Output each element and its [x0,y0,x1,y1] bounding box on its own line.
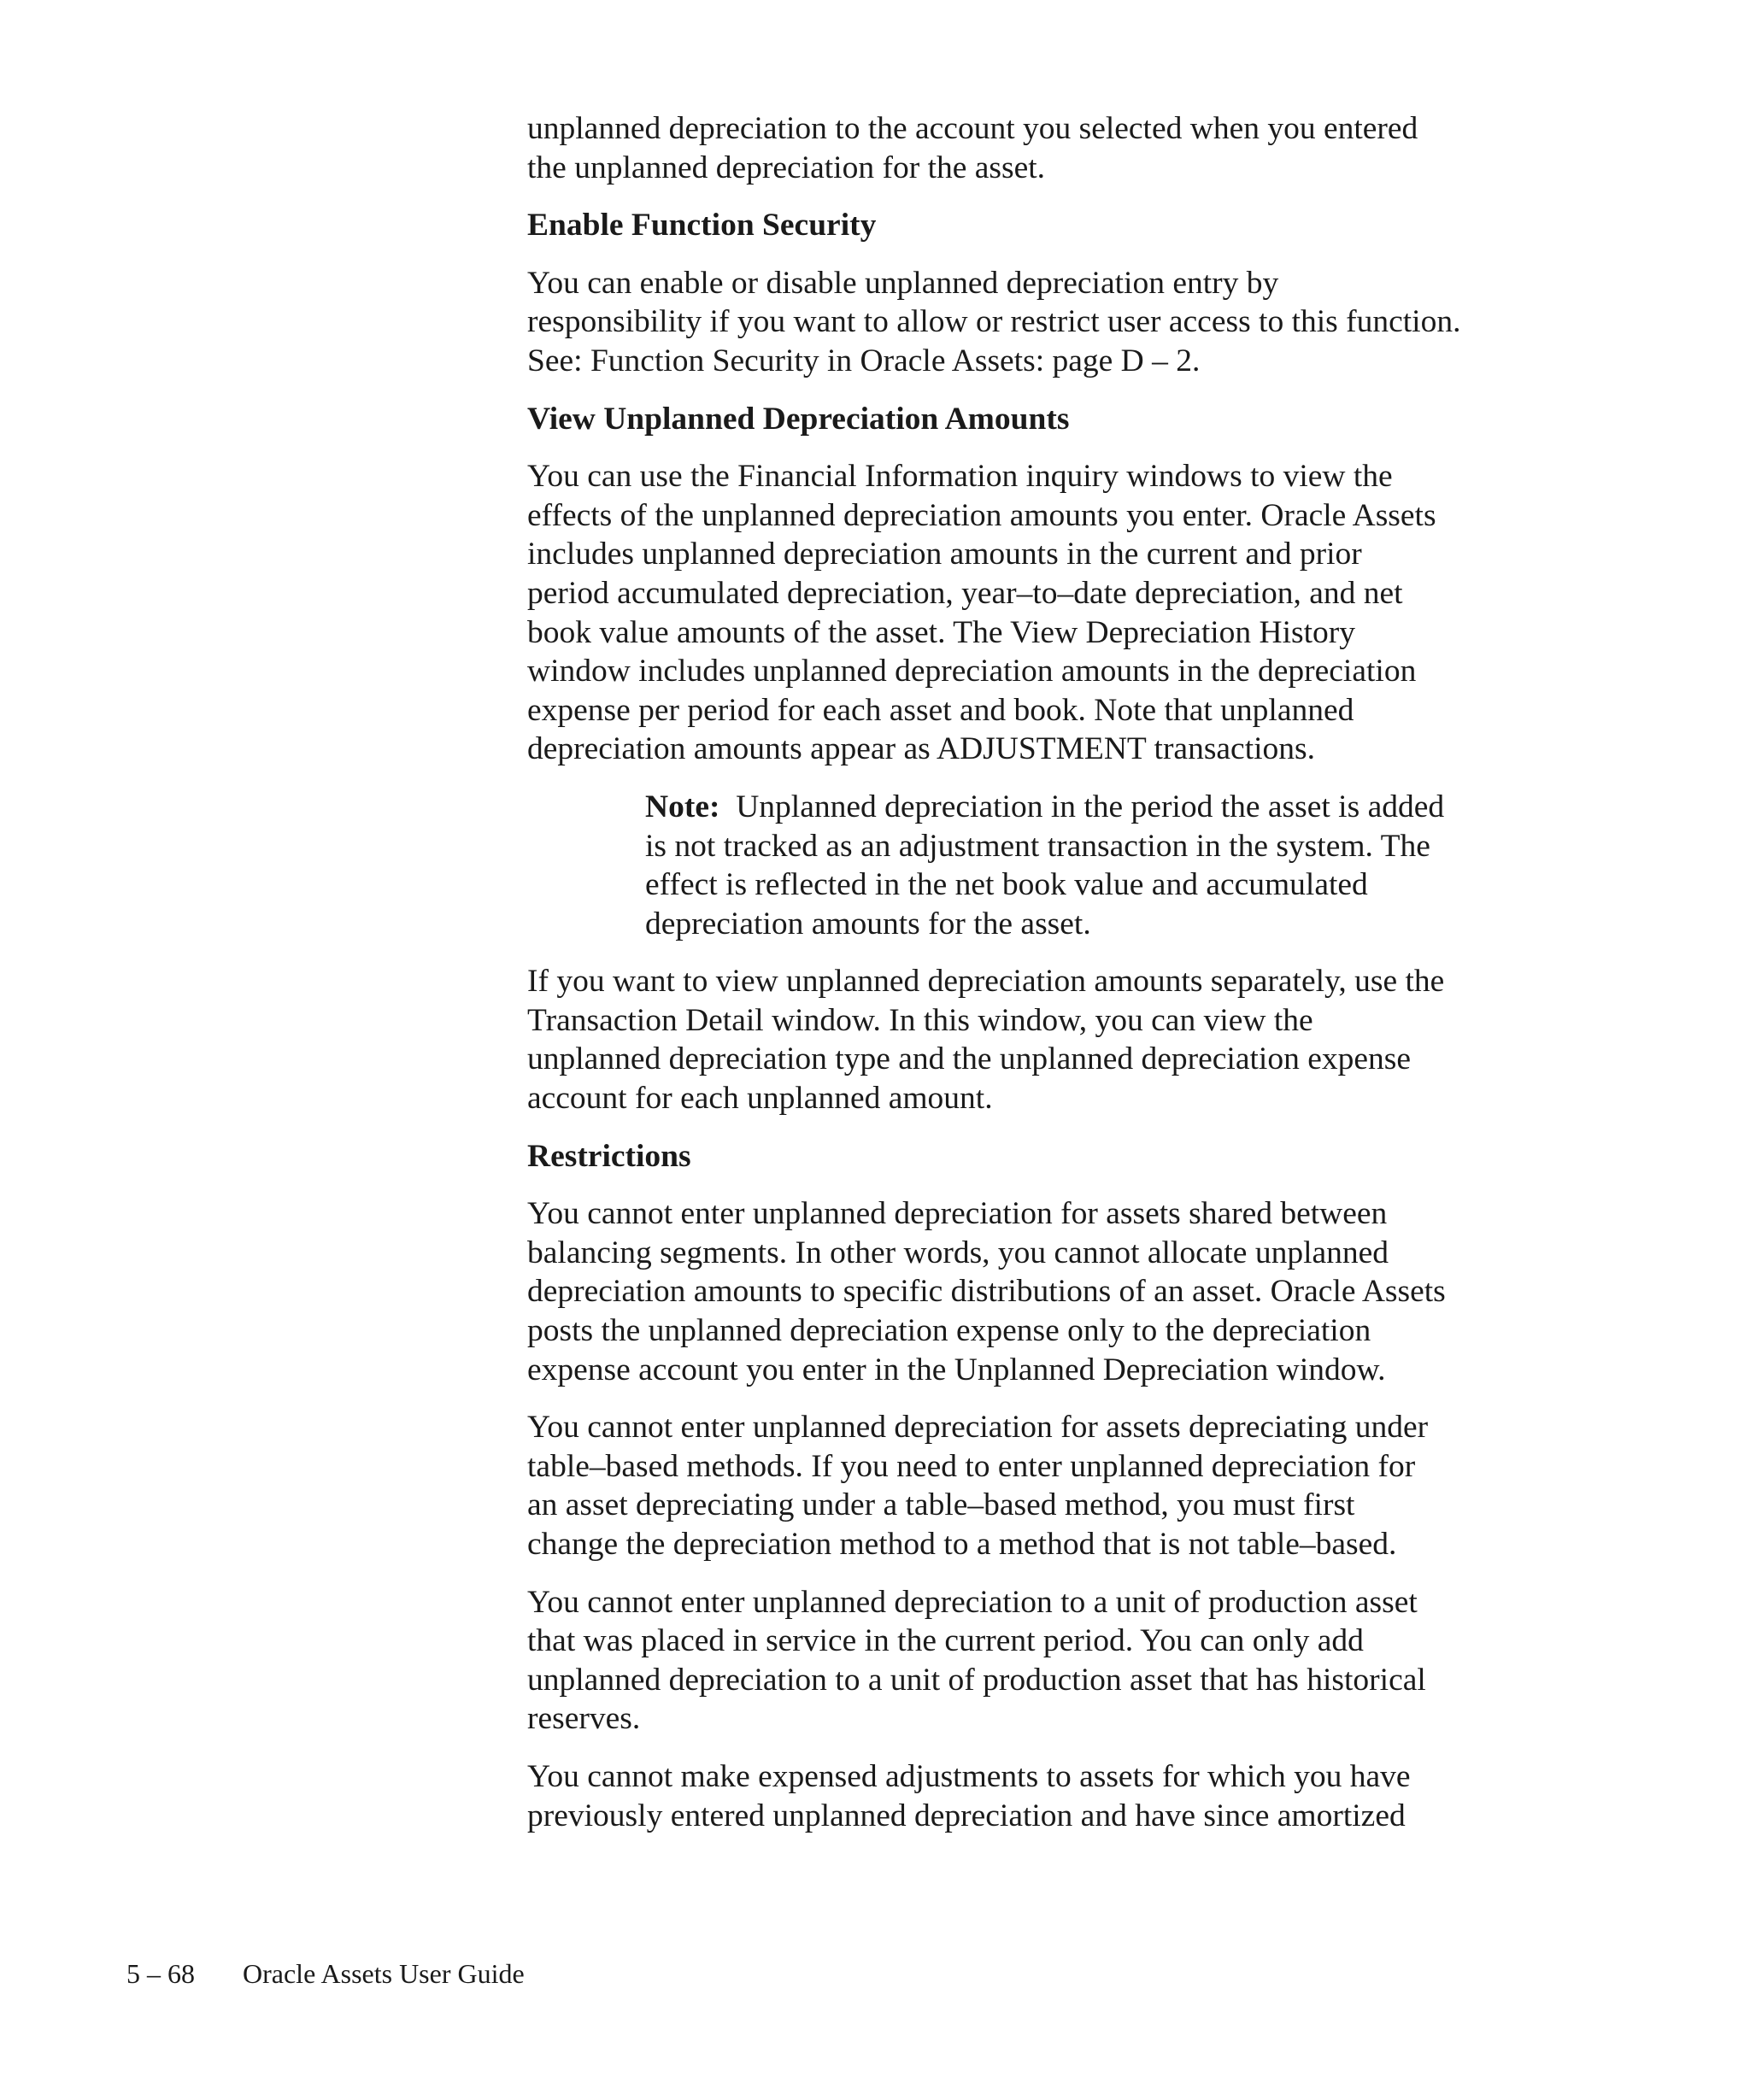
text-line: an asset depreciating under a table–based method, you must first [527,1487,1355,1523]
text-line: You cannot make expensed adjustments to assets for which you have [527,1758,1411,1794]
text-line: depreciation amounts appear as ADJUSTMENT transactions. [527,731,1316,767]
text-line: is not tracked as an adjustment transaction in the system. The [645,828,1430,864]
text-line: expense account you enter in the Unplanned Depreciation window. [527,1352,1386,1387]
note-label: Note: [645,789,720,824]
text-line: Transaction Detail window. In this window, you can view the [527,1002,1313,1038]
restrictions-paragraph [527,1757,1578,1835]
page-footer [126,1956,525,1991]
text-line: expense per period for each asset and book. Note that unplanned [527,692,1354,728]
text-line: balancing segments. In other words, you cannot allocate unplanned [527,1235,1389,1270]
note-text: Unplanned depreciation in the period the asset is added [719,789,1445,824]
restrictions-paragraph [527,1408,1578,1563]
text-line: See: Function Security in Oracle Assets: page D – 2. [527,343,1201,378]
text-line: responsibility if you want to allow or restrict user access to this function. [527,304,1461,340]
restrictions-paragraph [527,1583,1578,1739]
function-security-paragraph [527,264,1578,381]
text-line: window includes unplanned depreciation amounts in the depreciation [527,654,1417,689]
text-line: If you want to view unplanned depreciation amounts separately, use the [527,964,1445,1000]
text-line: the unplanned depreciation for the asset. [527,150,1046,185]
text-line: reserves. [527,1701,641,1737]
view-amounts-paragraph [527,457,1578,769]
text-line: depreciation amounts to specific distributions of an asset. Oracle Assets [527,1274,1446,1310]
text-line: table–based methods. If you need to enter unplanned depreciation for [527,1448,1416,1484]
intro-paragraph [527,109,1578,187]
text-line: You can use the Financial Information inquiry windows to view the [527,459,1393,495]
book-title: Oracle Assets User Guide [243,1958,525,1989]
page-body [527,109,1578,1854]
text-line: unplanned depreciation to a unit of production asset that has historical [527,1662,1426,1698]
note-block [645,788,1578,943]
text-line: You cannot enter unplanned depreciation for assets depreciating under [527,1410,1429,1446]
heading-view-amounts: View Unplanned Depreciation Amounts [527,401,1070,437]
text-line: period accumulated depreciation, year–to–date depreciation, and net [527,575,1403,611]
text-line: effects of the unplanned depreciation amounts you enter. Oracle Assets [527,497,1436,533]
text-line: unplanned depreciation type and the unplanned depreciation expense [527,1041,1411,1077]
note-first-line [645,788,1578,827]
text-line: You cannot enter unplanned depreciation for assets shared between [527,1196,1388,1232]
text-line: account for each unplanned amount. [527,1081,993,1117]
text-line: effect is reflected in the net book value and accumulated [645,867,1368,903]
text-line: includes unplanned depreciation amounts in the current and prior [527,537,1362,572]
heading-function-security: Enable Function Security [527,208,877,243]
restrictions-paragraph [527,1194,1578,1389]
text-line: You cannot enter unplanned depreciation to a unit of production asset [527,1584,1418,1620]
text-line: depreciation amounts for the asset. [645,906,1091,941]
heading-restrictions: Restrictions [527,1138,691,1174]
text-line: previously entered unplanned depreciation and have since amortized [527,1798,1406,1833]
text-line: change the depreciation method to a method that is not table–based. [527,1527,1397,1562]
text-line: that was placed in service in the current period. You can only add [527,1623,1364,1659]
text-line: book value amounts of the asset. The View Depreciation History [527,614,1356,650]
text-line: unplanned depreciation to the account you selected when you entered [527,111,1418,146]
page-number: 5 – 68 [126,1958,195,1989]
text-line: You can enable or disable unplanned depreciation entry by [527,265,1279,301]
text-line: posts the unplanned depreciation expense only to the depreciation [527,1313,1371,1349]
view-separately-paragraph [527,962,1578,1117]
